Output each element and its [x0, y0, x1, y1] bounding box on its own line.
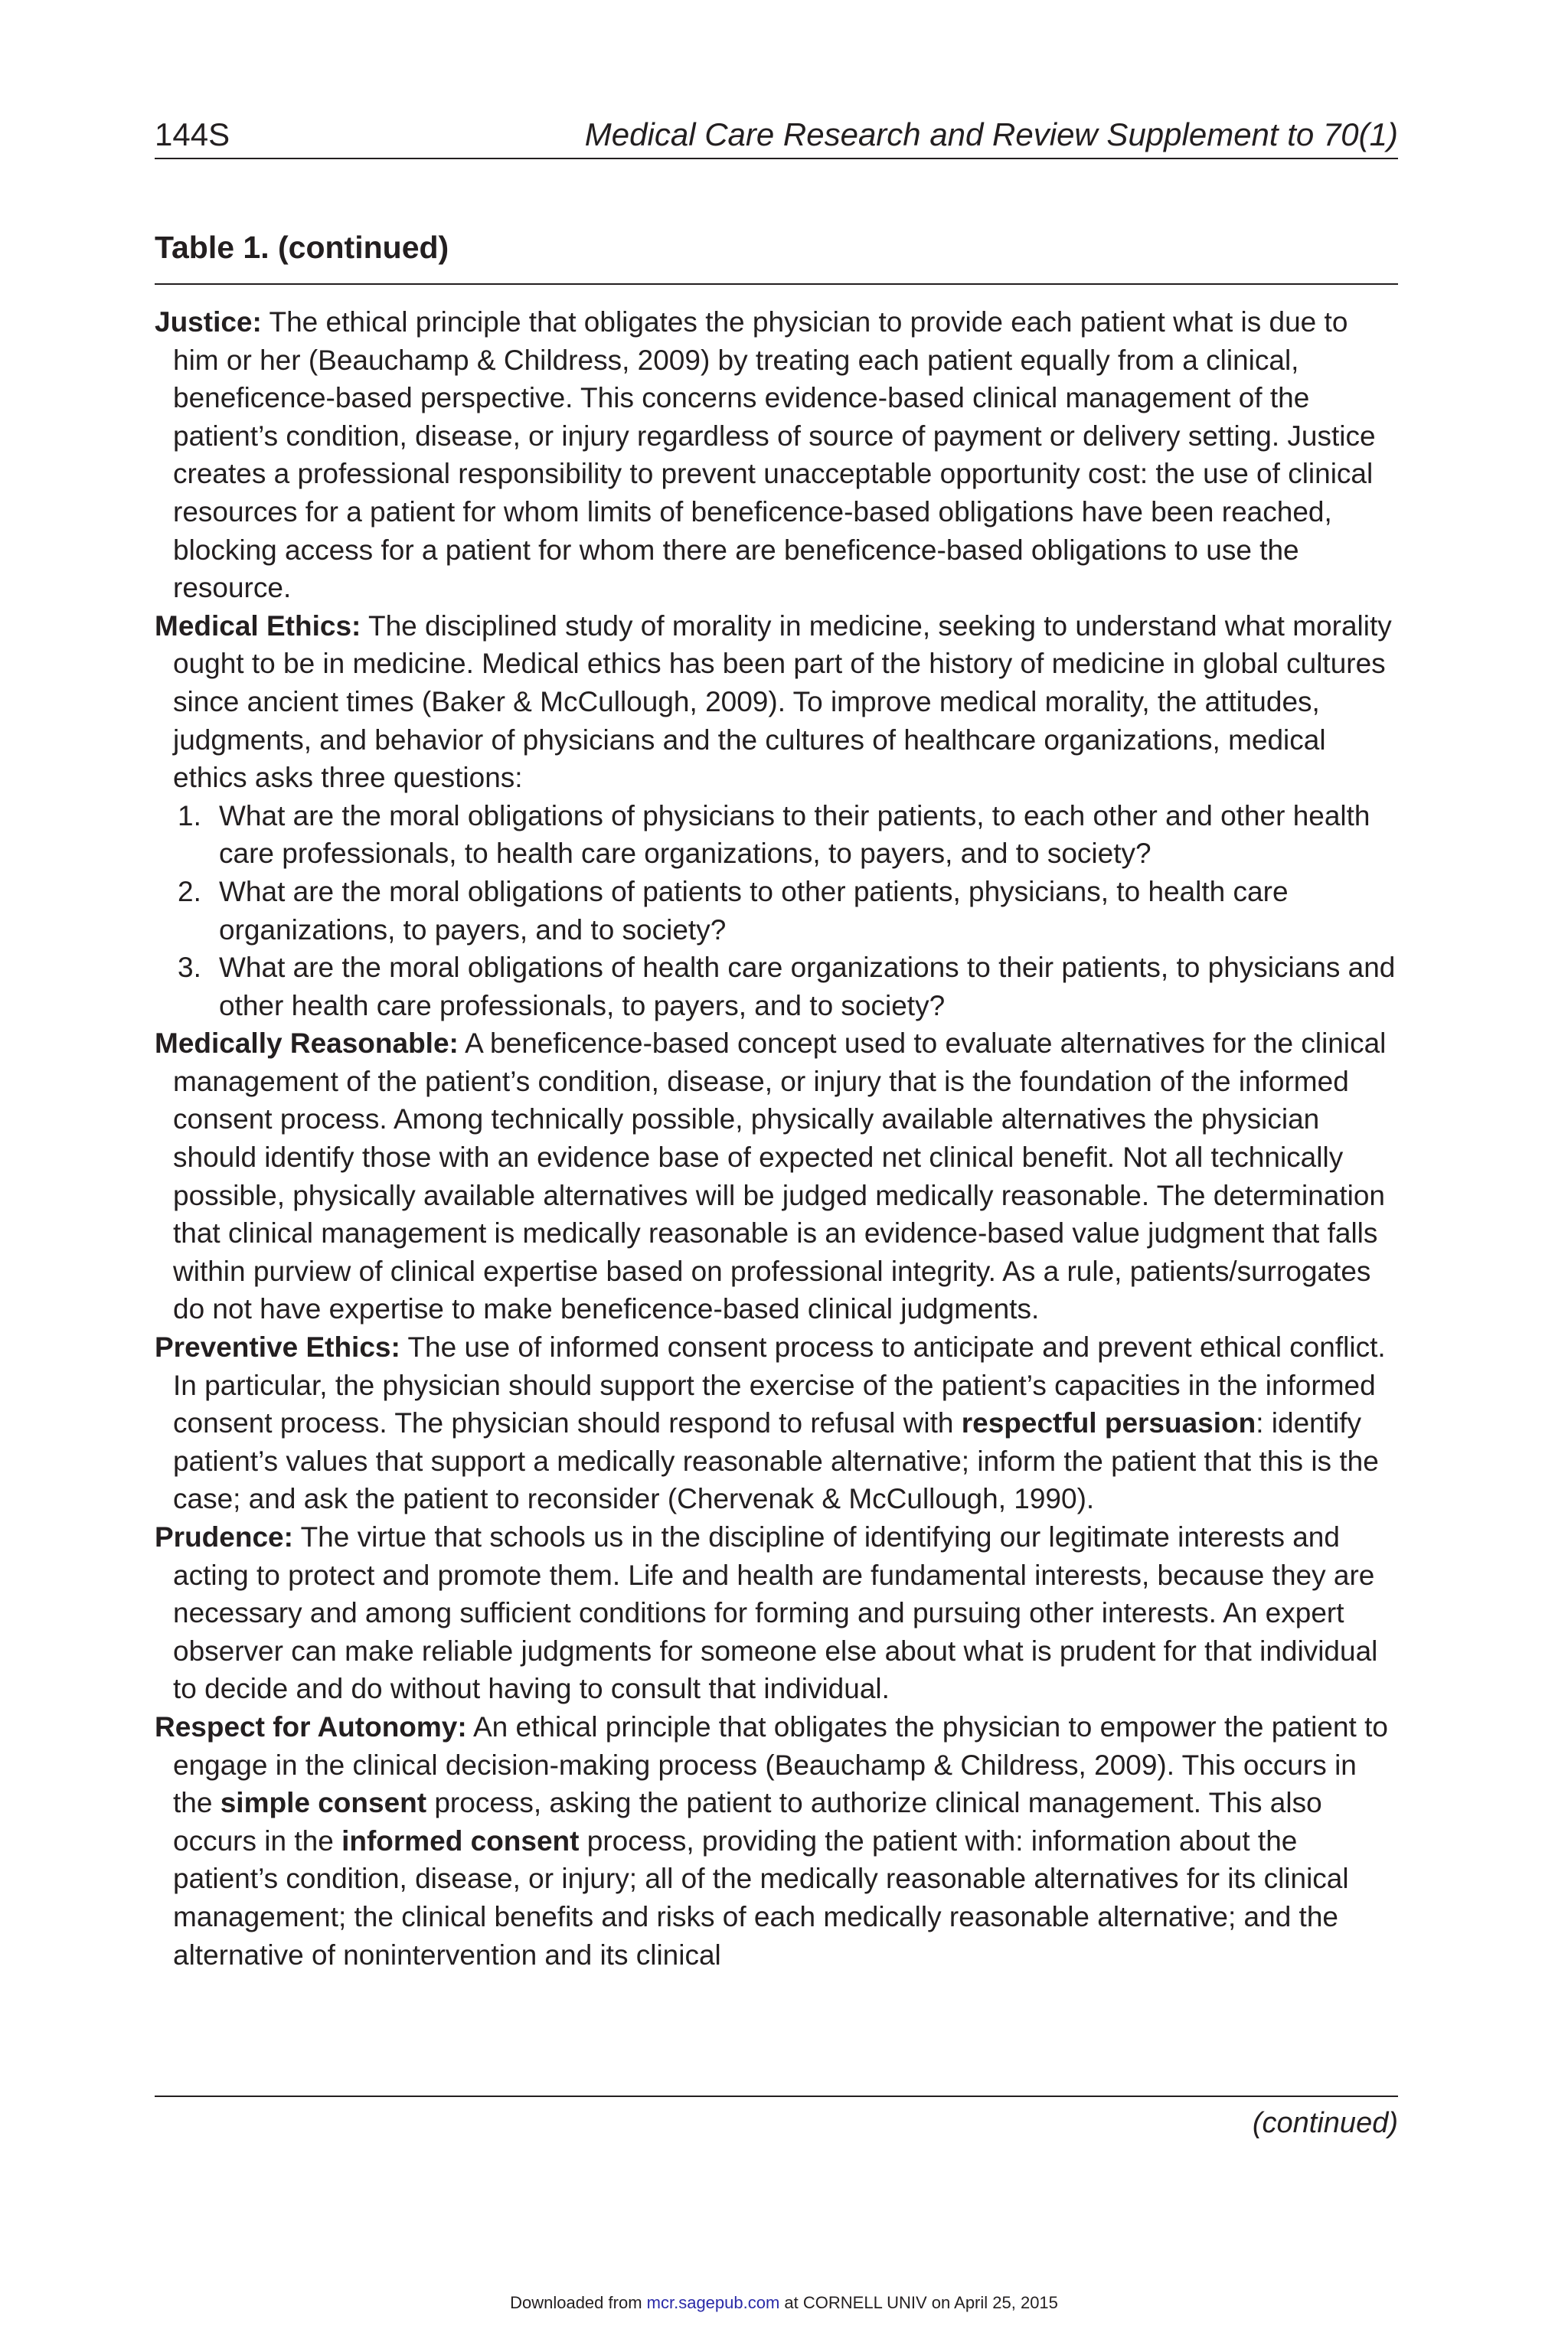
entry-respect-for-autonomy-paragraph — [155, 1708, 1398, 1974]
term-respect-for-autonomy: Respect for Autonomy: — [155, 1710, 467, 1743]
question-text: What are the moral obligations of physicians to their patients, to each other and other health care professionals, to health care organizations, to payers, and to society? — [219, 799, 1370, 870]
bold-simple-consent: simple consent — [220, 1787, 427, 1819]
entry-preventive-ethics-paragraph — [155, 1328, 1398, 1518]
entry-medical-ethics-paragraph — [155, 607, 1398, 797]
question-text: What are the moral obligations of patients to other patients, physicians, to health care organizations, to payers, and to society? — [219, 875, 1289, 946]
definition-prudence: The virtue that schools us in the discipline of identifying our legitimate interests and acting to protect and promote them. Life and health are fundamental interests, because they are necessary and among sufficient conditions for forming and pursuing other interests. An expert observer can make reliable judgments for someone else about what is prudent for that individual to decide and do without having to consult that individual. — [173, 1521, 1378, 1705]
entry-justice-paragraph — [155, 303, 1398, 607]
footer-link[interactable]: mcr.sagepub.com — [646, 2293, 780, 2312]
term-medically-reasonable: Medically Reasonable: — [155, 1027, 459, 1060]
definition-respect-for-autonomy-part-1: An ethical principle that obligates the physician to empower the patient to engage in the clinical decision-making process (Beauchamp & Childress, 2009). This occurs in the — [173, 1710, 1388, 1819]
table-title: Table 1. (continued) — [155, 230, 449, 265]
table-bottom-rule — [155, 2096, 1398, 2097]
definition-respect-for-autonomy-part-2: process, asking the patient to authorize clinical management. This also occurs in the — [173, 1787, 1322, 1857]
definition-medical-ethics: The disciplined study of morality in medicine, seeking to understand what morality ought to be in medicine. Medical ethics has been part of the history of medicine in global cultures since ancient times (Baker & McCullough, 2009). To improve medical morality, the attitudes, judgments, and behavior of physicians and the cultures of healthcare organizations, medical ethics asks three questions: — [173, 609, 1392, 794]
table-body — [155, 303, 1398, 1974]
journal-title: Medical Care Research and Review Supplement to 70(1) — [584, 116, 1398, 152]
medical-ethics-questions — [155, 797, 1398, 1025]
entry-prudence — [155, 1518, 1398, 1708]
list-number: 2. — [178, 875, 201, 907]
definition-preventive-ethics-part-1: The use of informed consent process to anticipate and prevent ethical conflict. In particular, the physician should support the exercise of the patient’s capacities in the informed consent process. The physician should respond to refusal with — [173, 1331, 1386, 1439]
term-justice: Justice: — [155, 306, 262, 338]
list-number: 1. — [178, 799, 201, 831]
definition-medically-reasonable: A beneficence-based concept used to evaluate alternatives for the clinical management of the patient’s condition, disease, or injury that is the foundation of the informed consent process. Among technically possible, physically available alternatives the physician should identify those with an evidence base of expected net clinical benefit. Not all technically possible, physically available alternatives will be judged medically reasonable. The determination that clinical management is medically reasonable is an evidence-based value judgment that falls within purview of clinical expertise based on professional integrity. As a rule, patients/surrogates do not have expertise to make beneficence-based clinical judgments. — [173, 1027, 1387, 1325]
entry-prudence-paragraph — [155, 1518, 1398, 1708]
entry-preventive-ethics — [155, 1328, 1398, 1518]
entry-justice — [155, 303, 1398, 607]
list-item — [155, 797, 1398, 873]
running-head — [155, 112, 1398, 159]
entry-respect-for-autonomy — [155, 1708, 1398, 1974]
list-number: 3. — [178, 952, 201, 984]
definition-preventive-ethics-part-2: : identify patient’s values that support a medically reasonable alternative; inform the patient that this is the case; and ask the patient to reconsider (Chervenak & McCullough, 1990). — [173, 1407, 1379, 1515]
question-text: What are the moral obligations of health care organizations to their patients, to physicians and other health care professionals, to payers, and to society? — [219, 952, 1396, 1021]
term-preventive-ethics: Preventive Ethics: — [155, 1331, 400, 1364]
definition-justice: The ethical principle that obligates the physician to provide each patient what is due to him or her (Beauchamp & Childress, 2009) by treating each patient equally from a clinical, beneficence-based perspective. This concerns evidence-based clinical management of the patient’s condition, disease, or injury regardless of source of payment or delivery setting. Justice creates a professional responsibility to prevent unacceptable opportunity cost: the use of clinical resources for a patient for whom limits of beneficence-based obligations have been reached, blocking access for a patient for whom there are beneficence-based obligations to use the resource. — [173, 306, 1376, 604]
table-top-rule — [155, 283, 1398, 285]
definition-respect-for-autonomy-part-3: process, providing the patient with: information about the patient’s condition, disease, or injury; all of the medically reasonable alternatives for its clinical management; the clinical benefits and risks of each medically reasonable alternative; and the alternative of nonintervention and its clinical — [173, 1824, 1349, 1971]
entry-medically-reasonable — [155, 1024, 1398, 1328]
term-prudence: Prudence: — [155, 1521, 293, 1553]
list-item — [155, 949, 1398, 1024]
entry-medically-reasonable-paragraph — [155, 1024, 1398, 1328]
bold-respectful-persuasion: respectful persuasion — [961, 1407, 1256, 1439]
download-footer — [0, 2293, 1568, 2313]
list-item — [155, 873, 1398, 949]
entry-medical-ethics — [155, 607, 1398, 1025]
page-number: 144S — [155, 116, 230, 152]
footer-prefix: Downloaded from — [510, 2293, 642, 2312]
term-medical-ethics: Medical Ethics: — [155, 609, 361, 642]
bold-informed-consent: informed consent — [341, 1824, 580, 1857]
continued-label: (continued) — [1252, 2107, 1398, 2139]
footer-suffix: at CORNELL UNIV on April 25, 2015 — [784, 2293, 1058, 2312]
